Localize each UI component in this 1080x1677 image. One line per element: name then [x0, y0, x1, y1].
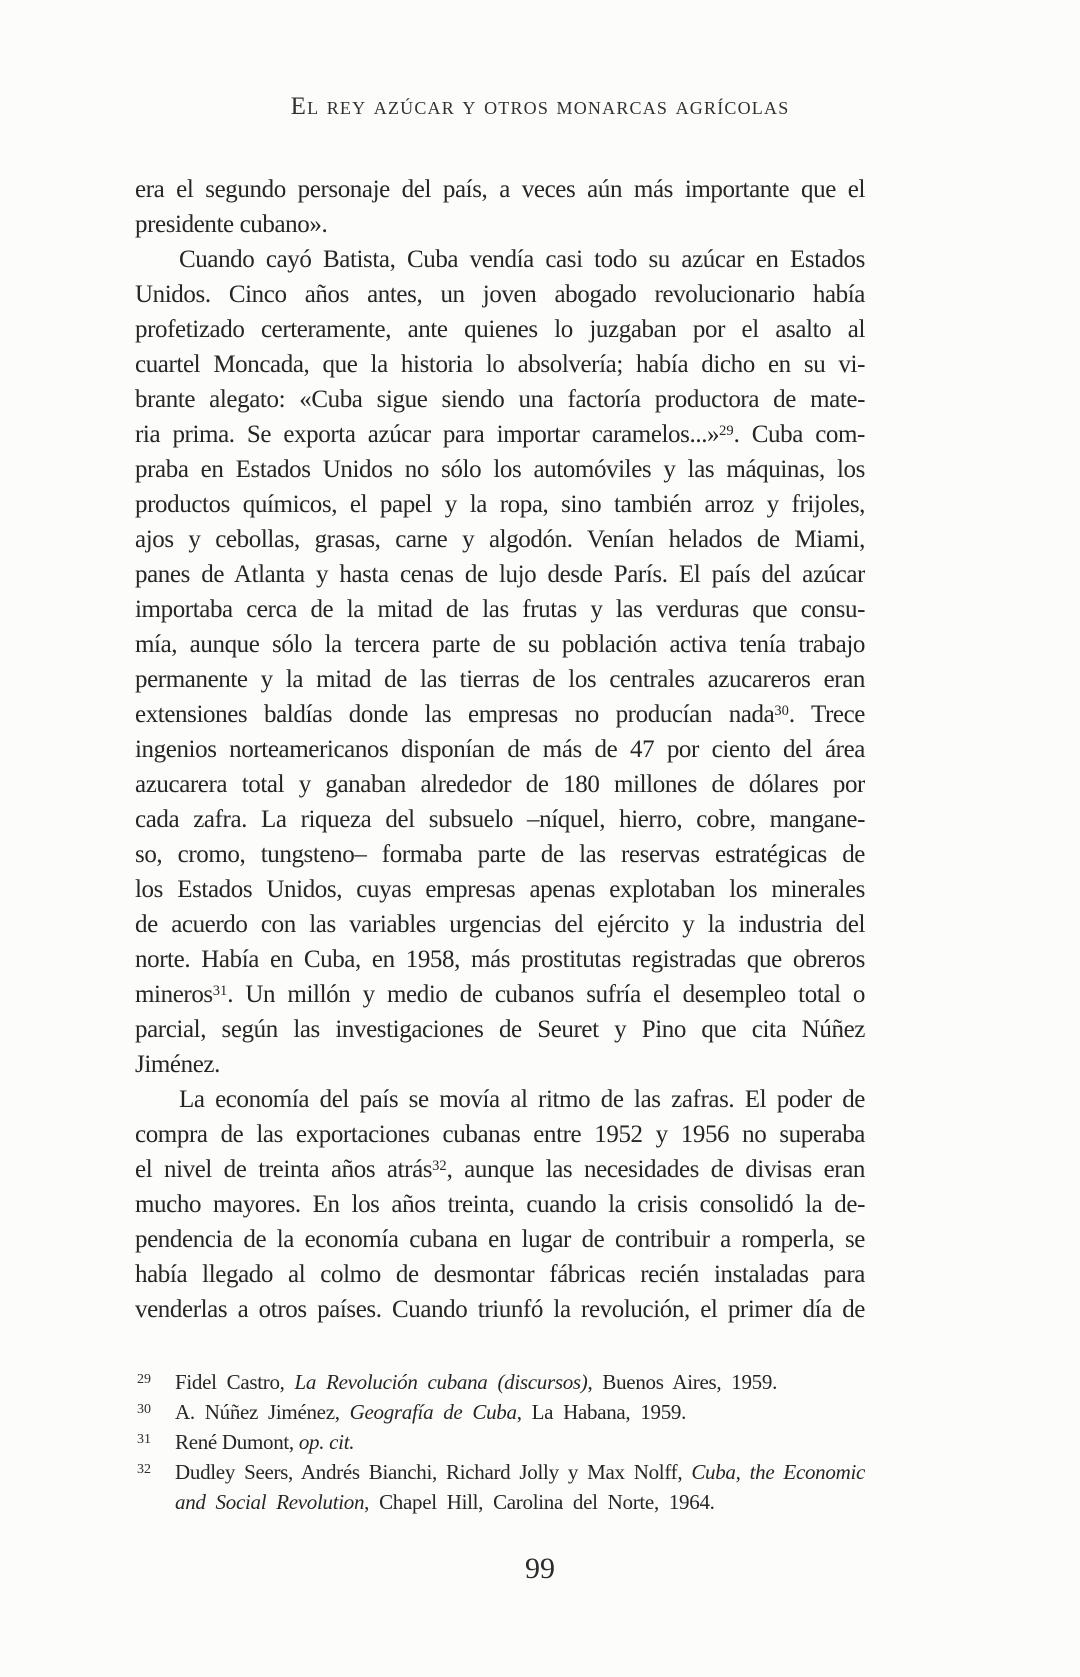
body-text [135, 172, 865, 1327]
text-line: permanente y la mitad de las tierras de los centrales azucareros eran [135, 666, 865, 693]
text-line: de acuerdo con las variables urgencias del ejército y la industria del [135, 911, 865, 938]
footnotes-block [135, 1367, 865, 1517]
text-line: pendencia de la economía cubana en lugar de contribuir a romperla, se [135, 1226, 865, 1253]
running-head: El rey azúcar y otros monarcas agrícolas [290, 93, 790, 120]
text-line: el nivel de treinta años atrás$^{32}$, aunque las necesidades de divisas eran [135, 1156, 865, 1183]
footnote-reference: 30 [774, 702, 789, 719]
footnote-number: 31 [137, 1432, 151, 1447]
text-line: presidente cubano». [135, 211, 328, 238]
text-line: brante alegato: «Cuba sigue siendo una factoría productora de mate- [135, 386, 865, 413]
text-line: había llegado al colmo de desmontar fábricas recién instaladas para [135, 1261, 865, 1288]
text-line: ria prima. Se exporta azúcar para importar caramelos...»$^{29}$. Cuba com- [135, 421, 865, 448]
footnote [135, 1457, 865, 1517]
text-line: venderlas a otros países. Cuando triunfó la revolución, el primer día de [135, 1296, 865, 1323]
text-line: panes de Atlanta y hasta cenas de lujo desde París. El país del azúcar [135, 561, 865, 588]
text-line: and Social Revolution, Chapel Hill, Carolina del Norte, 1964. [175, 1490, 715, 1514]
text-line: praba en Estados Unidos no sólo los automóviles y las máquinas, los [135, 456, 865, 483]
text-line: azucarera total y ganaban alrededor de 180 millones de dólares por [135, 771, 865, 798]
text-line: A. Núñez Jiménez, Geografía de Cuba, La Habana, 1959. [175, 1400, 687, 1424]
text-line: René Dumont, op. cit. [175, 1430, 355, 1454]
text-line: ajos y cebollas, grasas, carne y algodón. Venían helados de Miami, [135, 526, 865, 553]
text-line: norte. Había en Cuba, en 1958, más prostitutas registradas que obreros [135, 946, 865, 973]
text-line: parcial, según las investigaciones de Seuret y Pino que cita Núñez [135, 1016, 865, 1043]
text-line: mucho mayores. En los años treinta, cuando la crisis consolidó la de- [135, 1191, 865, 1218]
text-line: mineros$^{31}$. Un millón y medio de cubanos sufría el desempleo total o [135, 981, 865, 1008]
footnote-number: 30 [137, 1402, 151, 1417]
text-line: importaba cerca de la mitad de las frutas y las verduras que consu- [135, 596, 865, 623]
text-line: so, cromo, tungsteno– formaba parte de las reservas estratégicas de [135, 841, 865, 868]
footnote-reference: 29 [719, 422, 734, 439]
text-line: extensiones baldías donde las empresas no producían nada$^{30}$. Trece [135, 701, 865, 728]
footnote-number: 29 [137, 1372, 151, 1387]
page-number: 99 [525, 1552, 555, 1585]
text-line: Unidos. Cinco años antes, un joven abogado revolucionario había [135, 281, 865, 308]
text-line: La economía del país se movía al ritmo de las zafras. El poder de [179, 1086, 865, 1113]
text-line: Jiménez. [135, 1051, 220, 1078]
footnote-number: 32 [137, 1462, 151, 1477]
text-line: profetizado certeramente, ante quienes lo juzgaban por el asalto al [135, 316, 865, 343]
footnote [135, 1427, 865, 1457]
footnote-reference: 32 [432, 1157, 447, 1174]
text-line: cada zafra. La riqueza del subsuelo –níquel, hierro, cobre, mangane- [135, 806, 865, 833]
text-line: Dudley Seers, Andrés Bianchi, Richard Jolly y Max Nolff, Cuba, the Economic [175, 1460, 865, 1484]
text-line: Cuando cayó Batista, Cuba vendía casi todo su azúcar en Estados [179, 246, 865, 273]
text-line: era el segundo personaje del país, a veces aún más importante que el [135, 176, 865, 203]
footnote-reference: 31 [212, 982, 228, 999]
text-line: compra de las exportaciones cubanas entre 1952 y 1956 no superaba [135, 1121, 865, 1148]
text-line: productos químicos, el papel y la ropa, sino también arroz y frijoles, [135, 491, 865, 518]
footnote [135, 1367, 865, 1397]
text-line: mía, aunque sólo la tercera parte de su población activa tenía trabajo [135, 631, 865, 658]
text-line: Fidel Castro, La Revolución cubana (discursos), Buenos Aires, 1959. [175, 1370, 778, 1394]
text-line: ingenios norteamericanos disponían de más de 47 por ciento del área [135, 736, 865, 763]
footnote [135, 1397, 865, 1427]
text-line: los Estados Unidos, cuyas empresas apenas explotaban los minerales [135, 876, 865, 903]
text-line: cuartel Moncada, que la historia lo absolvería; había dicho en su vi- [135, 351, 865, 378]
